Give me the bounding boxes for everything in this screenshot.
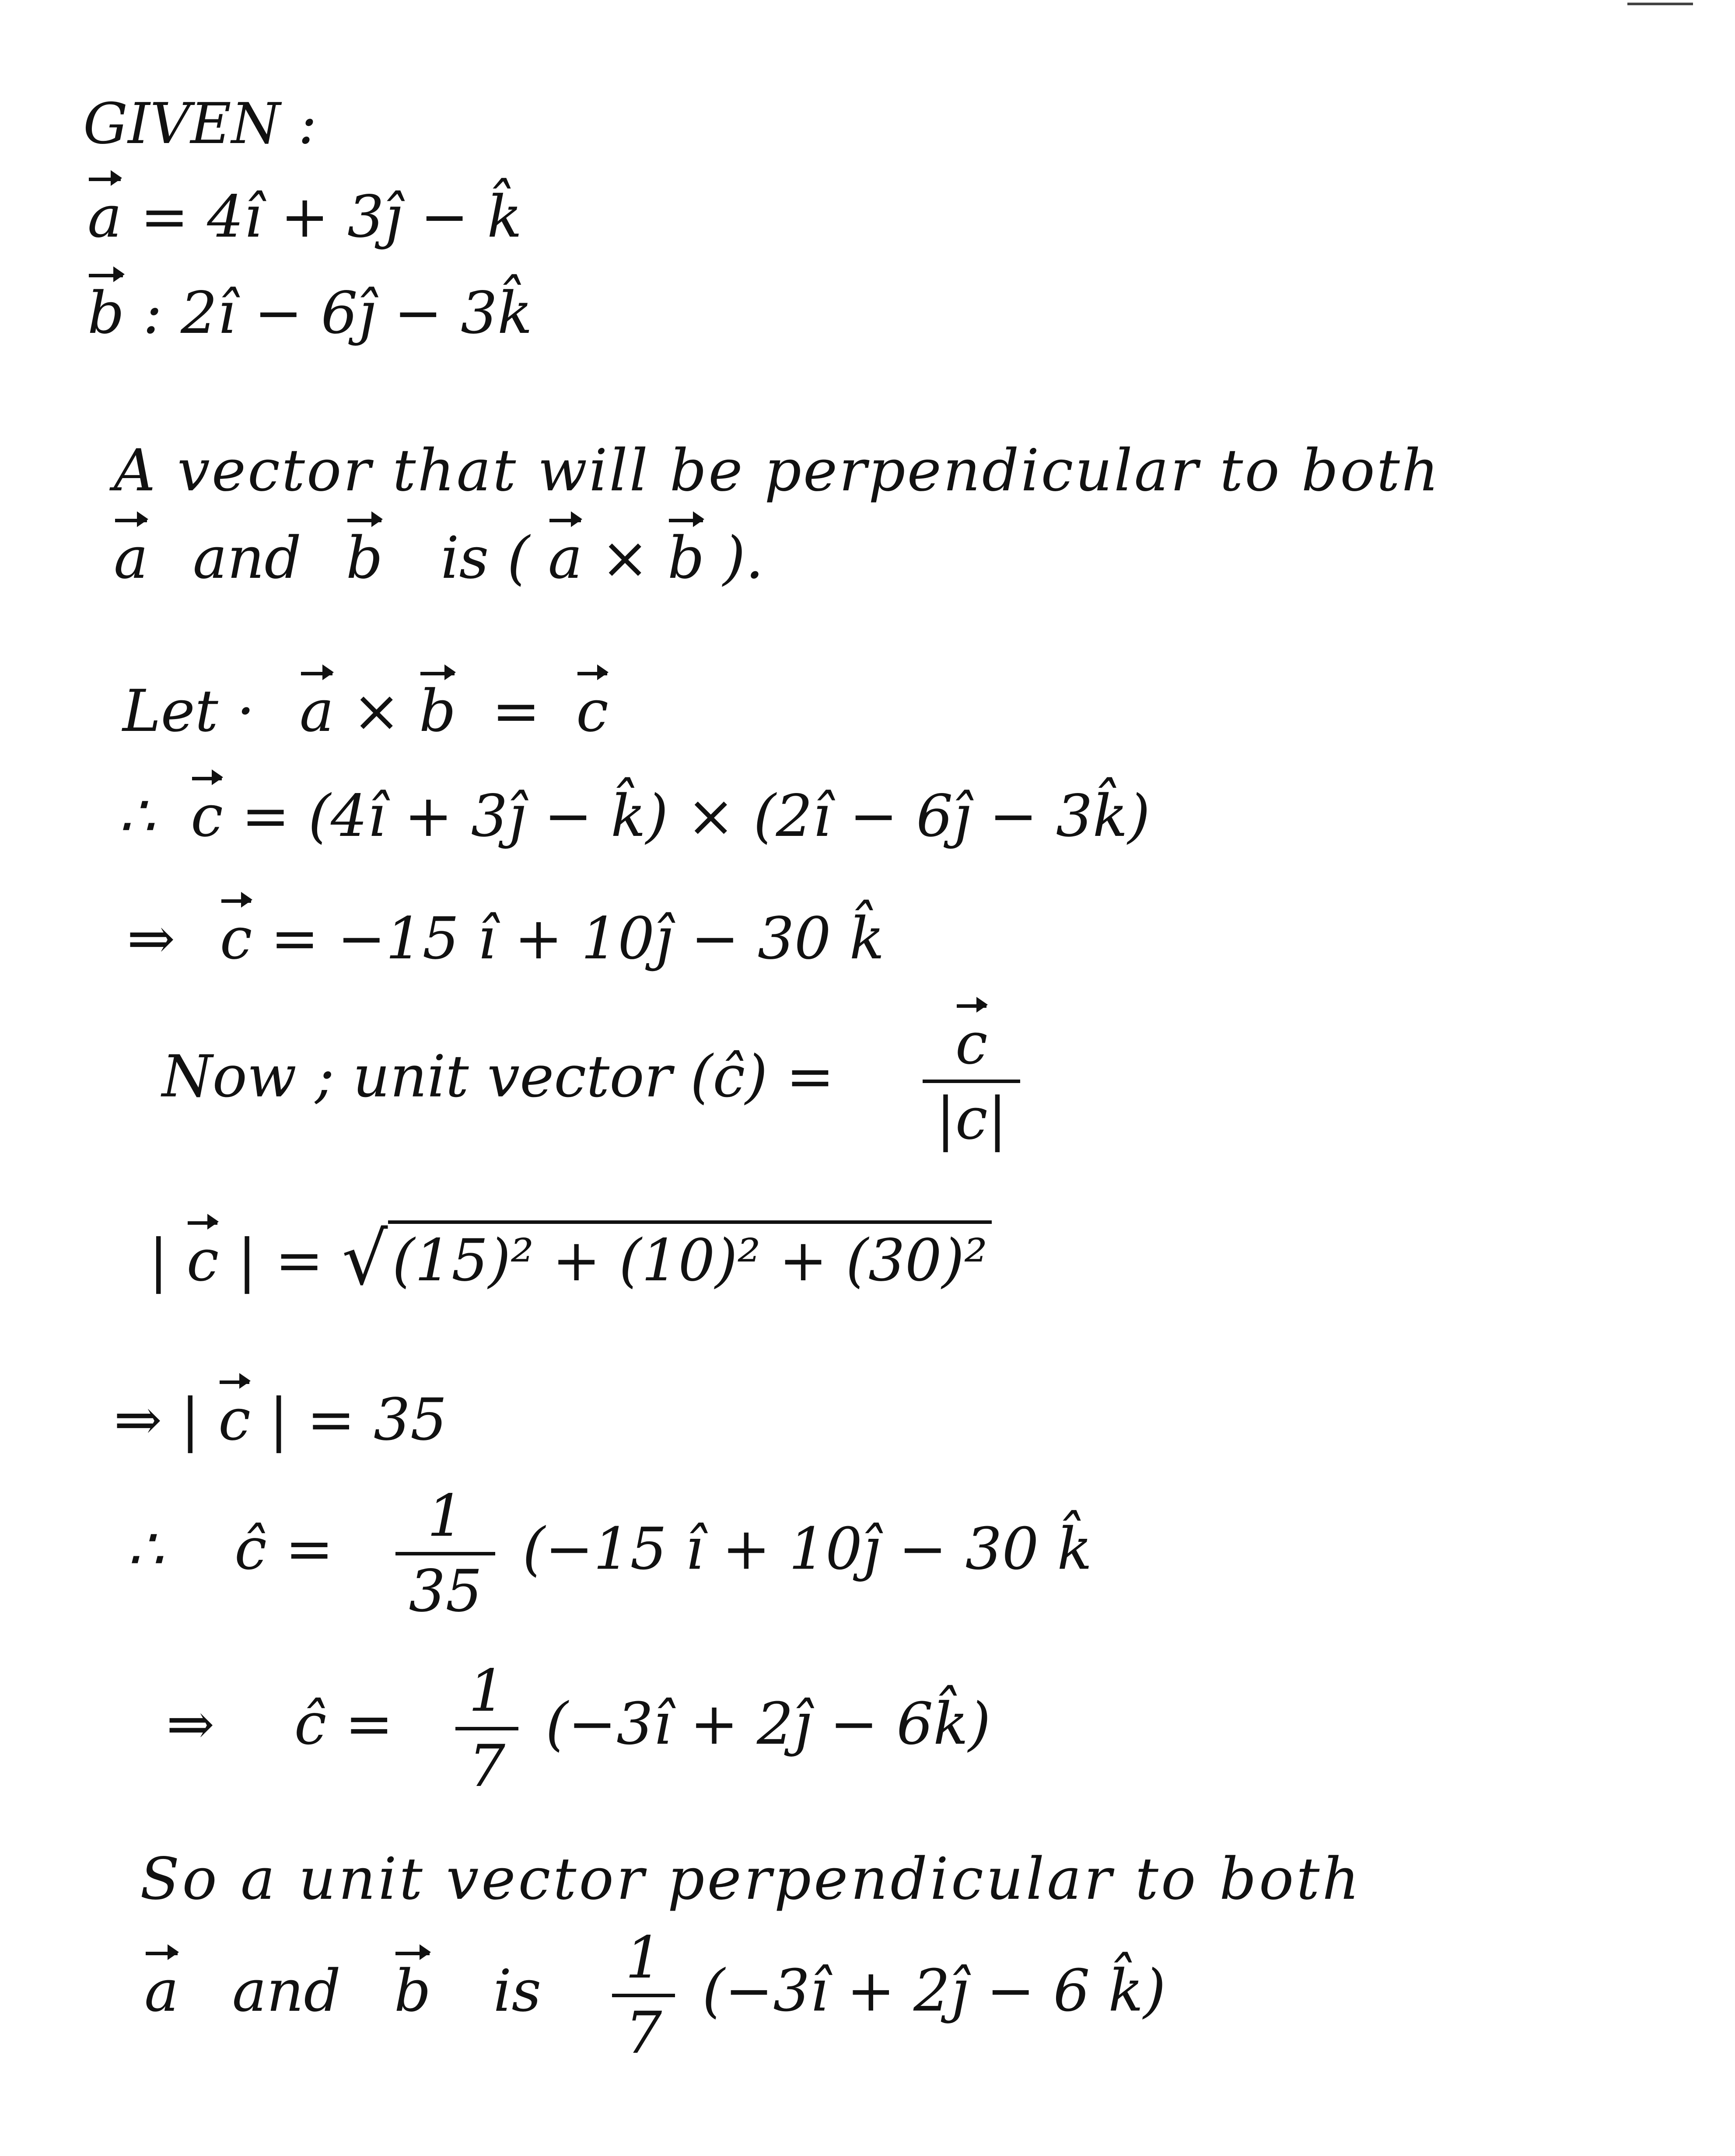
statement-vector-a: a <box>114 524 148 592</box>
unit-vector-simplified-line: ⇒ ĉ = $\frac{1}{7}$ (−3î + 2ĵ − 6k̂) <box>166 1657 991 1800</box>
magnitude-vector-c: c <box>186 1227 219 1294</box>
conclusion-line-2: a and b is $\frac{1}{7}$ (−3î + 2ĵ − 6 k̂) <box>144 1924 1166 2067</box>
statement-line-2: a and b is ( a × b ). <box>114 524 764 592</box>
magnitude-formula-line: | c | = √(15)² + (10)² + (30)² <box>149 1220 992 1295</box>
vector-b-expression: : 2î − 6ĵ − 3k̂ <box>143 280 533 347</box>
statement-vector-a-cross: a <box>548 524 583 592</box>
let-vector-b: b <box>419 678 456 745</box>
let-vector-c: c <box>576 678 609 745</box>
given-heading: GIVEN : <box>83 91 317 157</box>
statement-vector-b-cross: b <box>667 524 705 592</box>
let-vector-a: a <box>299 678 334 745</box>
result-vector-c: c <box>220 905 252 972</box>
statement-vector-b: b <box>346 524 383 592</box>
fraction-denominator-magnitude: |c| <box>936 1085 1007 1153</box>
vector-b-definition <box>87 280 533 347</box>
conclusion-vector-a: a <box>144 1957 179 2025</box>
unit-vector-fraction <box>923 1010 1020 1153</box>
scan-edge-mark <box>1627 3 1693 5</box>
vector-a-expression: = 4î + 3ĵ − k̂ <box>140 183 522 251</box>
magnitude-result-vector-c: c <box>218 1386 251 1454</box>
conclusion-one-over-7-fraction: $\frac{1}{7}$ <box>612 1929 675 2062</box>
unit-vector-expression-line: ∴ ĉ = $\frac{1}{35}$ (−15 î + 10ĵ − 30 k̂ <box>127 1482 1092 1625</box>
unit-vector-definition-line: Now ; unit vector (ĉ) = $\frac{c}{|c|}$ <box>162 1015 1029 1148</box>
vector-b-symbol: b <box>87 280 125 347</box>
cross-product-expansion-line: ∴ c = (4î + 3ĵ − k̂) × (2î − 6ĵ − 3k̂) <box>118 783 1151 850</box>
radical-sign: √ <box>342 1217 388 1301</box>
cross-product-result-line: ⇒ c = −15 î + 10ĵ − 30 k̂ <box>127 905 885 972</box>
vector-a-symbol: a <box>87 183 122 251</box>
magnitude-result-line: ⇒ | c | = 35 <box>114 1386 447 1454</box>
one-over-7-fraction: $\frac{1}{7}$ <box>455 1662 518 1795</box>
statement-line-1: A vector that will be perpendicular to both <box>114 437 1441 504</box>
conclusion-vector-b: b <box>394 1957 431 2025</box>
fraction-numerator-c: c <box>955 1010 988 1077</box>
one-over-35-fraction: $\frac{1}{35}$ <box>395 1487 495 1620</box>
let-cross-product-line: Let · a × b = c <box>122 678 609 745</box>
vector-a-definition <box>87 183 522 251</box>
radicand: (15)² + (10)² + (30)² <box>388 1220 992 1289</box>
conclusion-line-1: So a unit vector perpendicular to both <box>140 1845 1362 1913</box>
expansion-vector-c: c <box>190 783 223 850</box>
square-root <box>342 1217 992 1301</box>
